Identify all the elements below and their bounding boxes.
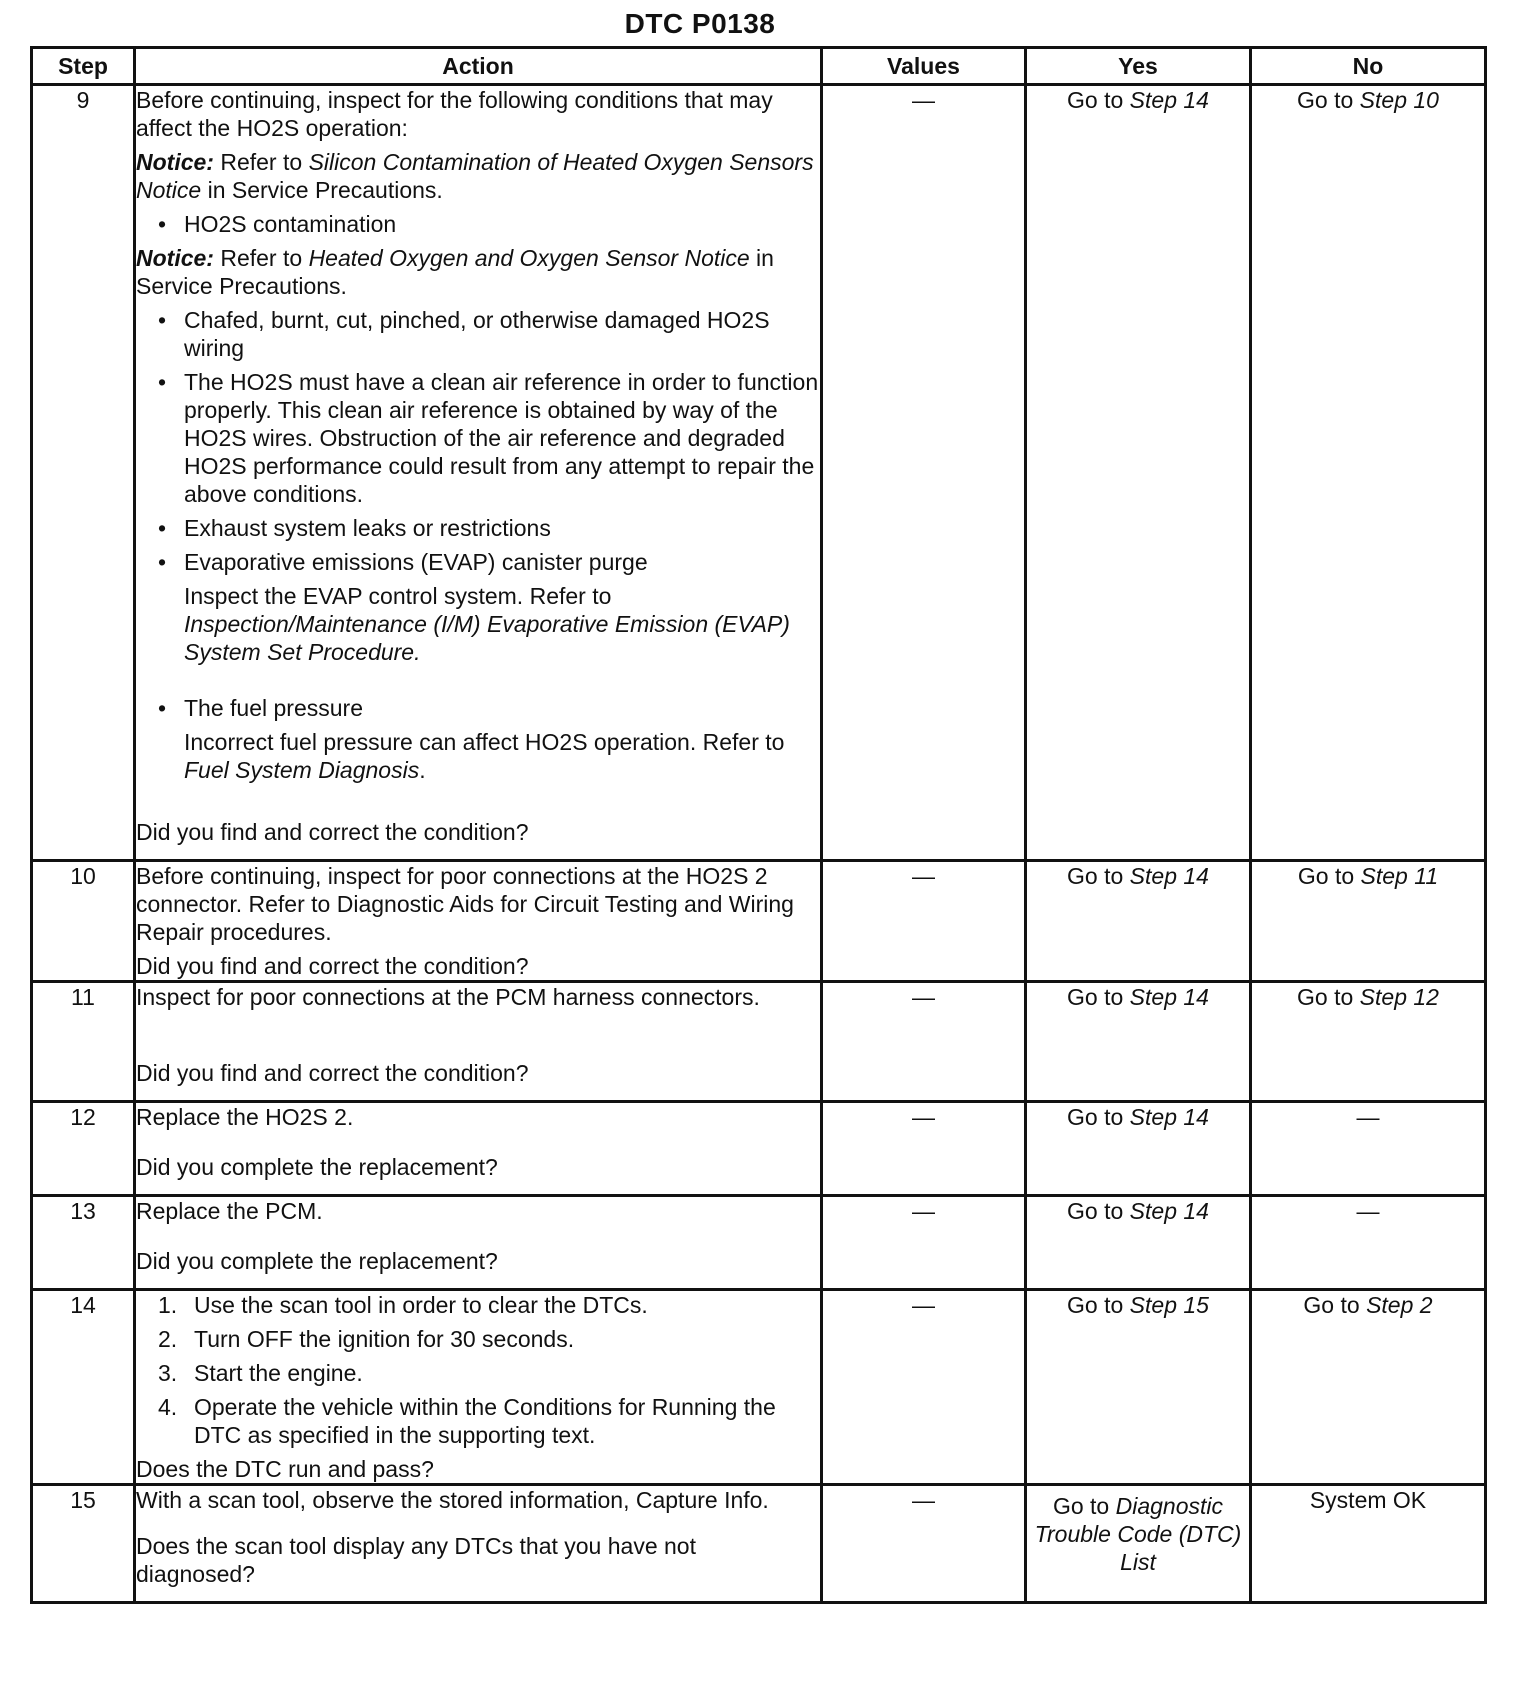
header-action: Action: [135, 48, 822, 85]
yes-cell[interactable]: Go to Diagnostic Trouble Code (DTC) List: [1026, 1485, 1251, 1603]
action-cell: [135, 982, 822, 1102]
step-number: 12: [32, 1102, 135, 1196]
table-row-step-15: [32, 1485, 1486, 1603]
action-text: Inspect for poor connections at the PCM harness connectors.: [136, 984, 760, 1010]
notice-text: in Service Precautions.: [136, 245, 774, 299]
header-no: No: [1251, 48, 1486, 85]
action-text: Replace the HO2S 2.: [136, 1104, 354, 1130]
reference-link[interactable]: Inspection/Maintenance (I/M) Evaporative Emission (EVAP) System Set Procedure.: [184, 611, 790, 665]
notice-text: in Service Precautions.: [207, 177, 443, 203]
bullet-subtext: Incorrect fuel pressure can affect HO2S operation. Refer to Fuel System Diagnosis.: [184, 729, 785, 783]
header-yes: Yes: [1026, 48, 1251, 85]
values-cell: —: [822, 1485, 1026, 1603]
goto-step-link[interactable]: Step 14: [1129, 1198, 1209, 1224]
numbered-item: 4. Operate the vehicle within the Conditions for Running the DTC as specified in the supporting text.: [158, 1394, 776, 1448]
table-row-step-10: [32, 861, 1486, 982]
reference-link[interactable]: Silicon Contamination of Heated Oxygen Sensors Notice: [136, 149, 814, 203]
values-cell: —: [822, 1102, 1026, 1196]
notice-silicon: [136, 148, 820, 204]
action-question: Did you find and correct the condition?: [136, 953, 529, 979]
values-cell: —: [822, 982, 1026, 1102]
table-row-step-13: [32, 1196, 1486, 1290]
header-row: [32, 48, 1486, 85]
yes-cell[interactable]: Go to Step 15: [1026, 1290, 1251, 1485]
reference-link[interactable]: Fuel System Diagnosis: [184, 757, 420, 783]
header-values: Values: [822, 48, 1026, 85]
table-row-step-11: [32, 982, 1486, 1102]
bullet-item: • Chafed, burnt, cut, pinched, or otherwise damaged HO2S wiring: [158, 307, 770, 361]
no-cell: —: [1251, 1196, 1486, 1290]
goto-step-link[interactable]: Step 12: [1359, 984, 1439, 1010]
notice-oxygen-sensor: [136, 244, 820, 300]
table-row-step-14: [32, 1290, 1486, 1485]
numbered-item: 2. Turn OFF the ignition for 30 seconds.: [158, 1326, 575, 1352]
header-step: Step: [32, 48, 135, 85]
notice-text: Refer to: [220, 245, 303, 271]
values-cell: —: [822, 1290, 1026, 1485]
action-text: With a scan tool, observe the stored information, Capture Info.: [136, 1487, 769, 1513]
action-question: Did you find and correct the condition?: [136, 1060, 529, 1086]
step-number: 13: [32, 1196, 135, 1290]
yes-cell[interactable]: Go to Step 14: [1026, 1196, 1251, 1290]
goto-step-link[interactable]: Step 11: [1360, 863, 1439, 889]
goto-step-link[interactable]: Step 14: [1129, 87, 1209, 113]
action-question: Does the scan tool display any DTCs that you have not diagnosed?: [136, 1533, 696, 1587]
action-text: Before continuing, inspect for poor connections at the HO2S 2 connector. Refer to Diagnostic Aids for Circuit Testing and Wiring Repair procedures.: [136, 863, 794, 945]
action-cell: [135, 85, 822, 861]
step-number: 15: [32, 1485, 135, 1603]
bullet-subtext: Inspect the EVAP control system. Refer to Inspection/Maintenance (I/M) Evaporative Emission (EVAP) System Set Procedure.: [184, 583, 790, 665]
action-cell: [135, 1102, 822, 1196]
action-text: Replace the PCM.: [136, 1198, 323, 1224]
action-question: Does the DTC run and pass?: [136, 1456, 434, 1482]
action-intro: Before continuing, inspect for the following conditions that may affect the HO2S operation:: [136, 87, 773, 141]
goto-step-link[interactable]: Step 14: [1129, 984, 1209, 1010]
action-cell: [135, 861, 822, 982]
notice-label: Notice:: [136, 149, 214, 175]
step-number: 9: [32, 85, 135, 861]
goto-step-link[interactable]: Step 14: [1129, 863, 1209, 889]
bullet-item: • HO2S contamination: [158, 211, 397, 237]
goto-dtc-list-link[interactable]: Diagnostic Trouble Code (DTC) List: [1034, 1493, 1242, 1575]
bullet-item: • Exhaust system leaks or restrictions: [158, 515, 551, 541]
goto-step-link[interactable]: Step 15: [1129, 1292, 1209, 1318]
numbered-item: 1. Use the scan tool in order to clear the DTCs.: [158, 1292, 648, 1318]
step-number: 10: [32, 861, 135, 982]
goto-step-link[interactable]: Step 10: [1359, 87, 1439, 113]
reference-link[interactable]: Heated Oxygen and Oxygen Sensor Notice: [308, 245, 750, 271]
yes-cell[interactable]: Go to Step 14: [1026, 85, 1251, 861]
action-question: Did you complete the replacement?: [136, 1248, 498, 1274]
goto-step-link[interactable]: Step 14: [1129, 1104, 1209, 1130]
yes-cell[interactable]: Go to Step 14: [1026, 982, 1251, 1102]
notice-label: Notice:: [136, 245, 214, 271]
yes-cell[interactable]: Go to Step 14: [1026, 1102, 1251, 1196]
numbered-item: 3. Start the engine.: [158, 1360, 363, 1386]
no-cell[interactable]: Go to Step 11: [1251, 861, 1486, 982]
action-question: Did you find and correct the condition?: [136, 819, 529, 845]
values-cell: —: [822, 861, 1026, 982]
no-cell[interactable]: Go to Step 10: [1251, 85, 1486, 861]
action-question: Did you complete the replacement?: [136, 1154, 498, 1180]
page-title: DTC P0138: [624, 8, 776, 39]
step-number: 14: [32, 1290, 135, 1485]
goto-step-link[interactable]: Step 2: [1366, 1292, 1433, 1318]
bullet-item: • The fuel pressure: [158, 695, 363, 721]
action-cell: [135, 1485, 822, 1603]
no-cell[interactable]: Go to Step 2: [1251, 1290, 1486, 1485]
table-row-step-9: [32, 85, 1486, 861]
table-row-step-12: [32, 1102, 1486, 1196]
no-cell[interactable]: Go to Step 12: [1251, 982, 1486, 1102]
bullet-item: • The HO2S must have a clean air reference in order to function properly. This clean air reference is obtained by way of the HO2S wires. Obstruction of the air reference and degraded HO2S performance could result from any attempt to repair the above conditions.: [158, 369, 819, 507]
values-cell: —: [822, 1196, 1026, 1290]
bullet-item: • Evaporative emissions (EVAP) canister purge: [158, 549, 648, 575]
no-cell: System OK: [1251, 1485, 1486, 1603]
notice-text: Refer to: [220, 149, 303, 175]
step-number: 11: [32, 982, 135, 1102]
values-cell: —: [822, 85, 1026, 861]
action-cell: [135, 1290, 822, 1485]
no-cell: —: [1251, 1102, 1486, 1196]
dtc-table: [30, 46, 1487, 1604]
yes-cell[interactable]: Go to Step 14: [1026, 861, 1251, 982]
action-cell: [135, 1196, 822, 1290]
